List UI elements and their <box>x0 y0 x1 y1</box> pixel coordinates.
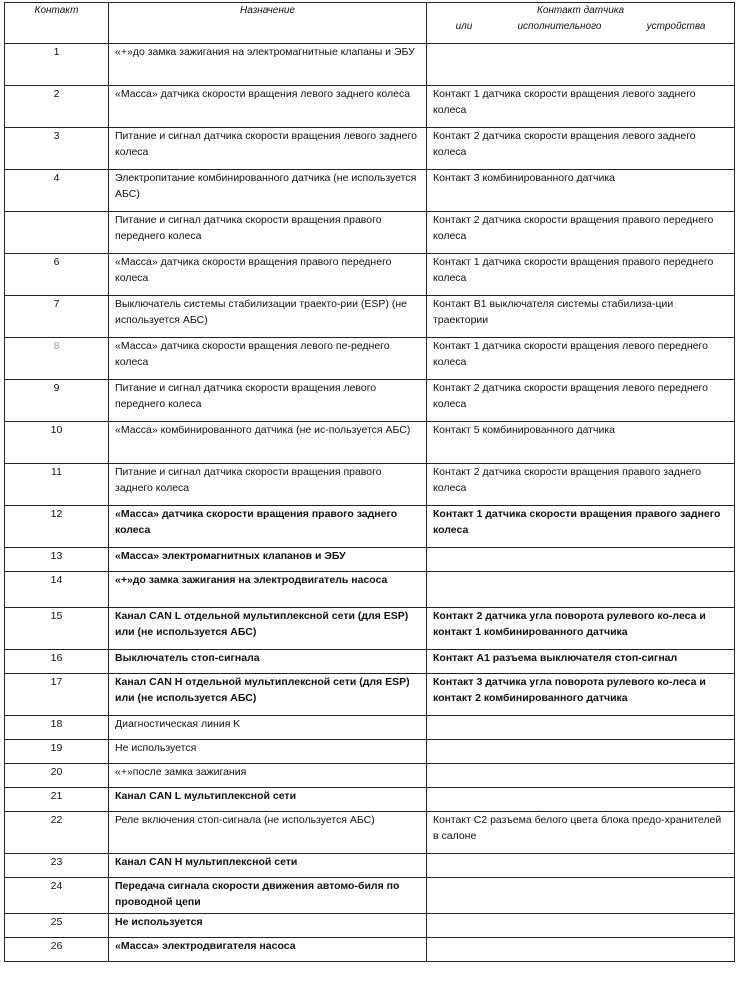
table-row <box>5 854 735 878</box>
purpose-cell: «Масса» датчика скорости вращения правого заднего колеса <box>109 506 427 548</box>
target-contact-cell: Контакт 1 датчика скорости вращения левого переднего колеса <box>427 338 735 380</box>
header-target-device: устройства <box>646 21 706 32</box>
pin-assignment-table <box>4 2 735 962</box>
target-contact-cell: Контакт В1 выключателя системы стабилиза-ции траектории <box>427 296 735 338</box>
purpose-cell: Выключатель системы стабилизации траекто-рии (ESP) (не используется АБС) <box>109 296 427 338</box>
purpose-cell: «Масса» электромагнитных клапанов и ЭБУ <box>109 548 427 572</box>
purpose-cell: Не используется <box>109 914 427 938</box>
contact-number: 13 <box>5 548 109 572</box>
table-row <box>5 422 735 464</box>
target-contact-cell: Контакт 3 комбинированного датчика <box>427 170 735 212</box>
target-contact-cell <box>427 938 735 962</box>
header-purpose: Назначение <box>109 3 427 44</box>
target-contact-cell: Контакт 2 датчика скорости вращения правого переднего колеса <box>427 212 735 254</box>
contact-number: 1 <box>5 44 109 86</box>
table-row <box>5 914 735 938</box>
target-contact-cell: Контакт 1 датчика скорости вращения левого заднего колеса <box>427 86 735 128</box>
purpose-cell: «Масса» комбинированного датчика (не ис-пользуется АБС) <box>109 422 427 464</box>
target-contact-cell: Контакт 3 датчика угла поворота рулевого ко-леса и контакт 2 комбинированного датчика <box>427 674 735 716</box>
contact-number: 8 <box>5 338 109 380</box>
header-target-line2 <box>433 19 728 35</box>
purpose-cell: Канал CAN H мультиплексной сети <box>109 854 427 878</box>
purpose-cell: «Масса» электродвигателя насоса <box>109 938 427 962</box>
header-target-exec: исполнительного <box>517 21 602 32</box>
table-row <box>5 506 735 548</box>
contact-number: 16 <box>5 650 109 674</box>
purpose-cell: Выключатель стоп-сигнала <box>109 650 427 674</box>
target-contact-cell <box>427 716 735 740</box>
table-row <box>5 740 735 764</box>
target-contact-cell <box>427 548 735 572</box>
contact-number: 7 <box>5 296 109 338</box>
table-row <box>5 44 735 86</box>
purpose-cell: Канал CAN L отдельной мультиплексной сети (для ESP) или (не используется АБС) <box>109 608 427 650</box>
target-contact-cell <box>427 854 735 878</box>
header-target <box>427 3 735 44</box>
contact-number: 12 <box>5 506 109 548</box>
table-row <box>5 548 735 572</box>
purpose-cell: «+»после замка зажигания <box>109 764 427 788</box>
purpose-cell: «+»до замка зажигания на электродвигатель насоса <box>109 572 427 608</box>
target-contact-cell: Контакт 2 датчика скорости вращения левого заднего колеса <box>427 128 735 170</box>
table-row <box>5 764 735 788</box>
target-contact-cell: Контакт 5 комбинированного датчика <box>427 422 735 464</box>
purpose-cell: Питание и сигнал датчика скорости вращения левого переднего колеса <box>109 380 427 422</box>
table-row <box>5 170 735 212</box>
header-target-line1: Контакт датчика <box>536 5 625 16</box>
table-row <box>5 86 735 128</box>
contact-number: 6 <box>5 254 109 296</box>
contact-number: 15 <box>5 608 109 650</box>
table-row <box>5 338 735 380</box>
table-row <box>5 380 735 422</box>
contact-number: 23 <box>5 854 109 878</box>
table-row <box>5 572 735 608</box>
target-contact-cell: Контакт 1 датчика скорости вращения правого переднего колеса <box>427 254 735 296</box>
header-contact: Контакт <box>5 3 109 44</box>
table-row <box>5 254 735 296</box>
target-contact-cell: Контакт А1 разъема выключателя стоп-сигнал <box>427 650 735 674</box>
purpose-cell: Не используется <box>109 740 427 764</box>
target-contact-cell <box>427 914 735 938</box>
target-contact-cell: Контакт С2 разъема белого цвета блока предо-хранителей в салоне <box>427 812 735 854</box>
target-contact-cell: Контакт 2 датчика скорости вращения левого переднего колеса <box>427 380 735 422</box>
purpose-cell: Реле включения стоп-сигнала (не используется АБС) <box>109 812 427 854</box>
table-row <box>5 464 735 506</box>
table-row <box>5 608 735 650</box>
contact-number <box>5 212 109 254</box>
purpose-cell: «Масса» датчика скорости вращения левого заднего колеса <box>109 86 427 128</box>
contact-number: 4 <box>5 170 109 212</box>
target-contact-cell <box>427 44 735 86</box>
table-row <box>5 788 735 812</box>
target-contact-cell <box>427 764 735 788</box>
contact-number: 22 <box>5 812 109 854</box>
target-contact-cell <box>427 572 735 608</box>
contact-number: 3 <box>5 128 109 170</box>
contact-number: 26 <box>5 938 109 962</box>
table-row <box>5 650 735 674</box>
table-row <box>5 938 735 962</box>
purpose-cell: Диагностическая линия K <box>109 716 427 740</box>
purpose-cell: Передача сигнала скорости движения автомо-биля по проводной цепи <box>109 878 427 914</box>
contact-number: 14 <box>5 572 109 608</box>
purpose-cell: Канал CAN H отдельной мультиплексной сети (для ESP) или (не используется АБС) <box>109 674 427 716</box>
target-contact-cell: Контакт 2 датчика скорости вращения правого заднего колеса <box>427 464 735 506</box>
purpose-cell: «+»до замка зажигания на электромагнитные клапаны и ЭБУ <box>109 44 427 86</box>
table-row <box>5 812 735 854</box>
purpose-cell: «Масса» датчика скорости вращения левого пе-реднего колеса <box>109 338 427 380</box>
table-row <box>5 716 735 740</box>
contact-number: 10 <box>5 422 109 464</box>
table-row <box>5 212 735 254</box>
purpose-cell: Канал CAN L мультиплексной сети <box>109 788 427 812</box>
contact-number: 20 <box>5 764 109 788</box>
purpose-cell: Питание и сигнал датчика скорости вращения правого заднего колеса <box>109 464 427 506</box>
table-row <box>5 128 735 170</box>
target-contact-cell: Контакт 2 датчика угла поворота рулевого ко-леса и контакт 1 комбинированного датчика <box>427 608 735 650</box>
target-contact-cell <box>427 788 735 812</box>
contact-number: 9 <box>5 380 109 422</box>
contact-number: 24 <box>5 878 109 914</box>
purpose-cell: «Масса» датчика скорости вращения правого переднего колеса <box>109 254 427 296</box>
table-row <box>5 296 735 338</box>
purpose-cell: Питание и сигнал датчика скорости вращения правого переднего колеса <box>109 212 427 254</box>
purpose-cell: Питание и сигнал датчика скорости вращения левого заднего колеса <box>109 128 427 170</box>
target-contact-cell: Контакт 1 датчика скорости вращения правого заднего колеса <box>427 506 735 548</box>
target-contact-cell <box>427 878 735 914</box>
contact-number: 25 <box>5 914 109 938</box>
header-row <box>5 3 735 44</box>
table-row <box>5 674 735 716</box>
contact-number: 11 <box>5 464 109 506</box>
contact-number: 18 <box>5 716 109 740</box>
header-target-or: или <box>455 21 473 32</box>
purpose-cell: Электропитание комбинированного датчика (не используется АБС) <box>109 170 427 212</box>
contact-number: 2 <box>5 86 109 128</box>
contact-number: 19 <box>5 740 109 764</box>
table-row <box>5 878 735 914</box>
contact-number: 21 <box>5 788 109 812</box>
contact-number: 17 <box>5 674 109 716</box>
target-contact-cell <box>427 740 735 764</box>
